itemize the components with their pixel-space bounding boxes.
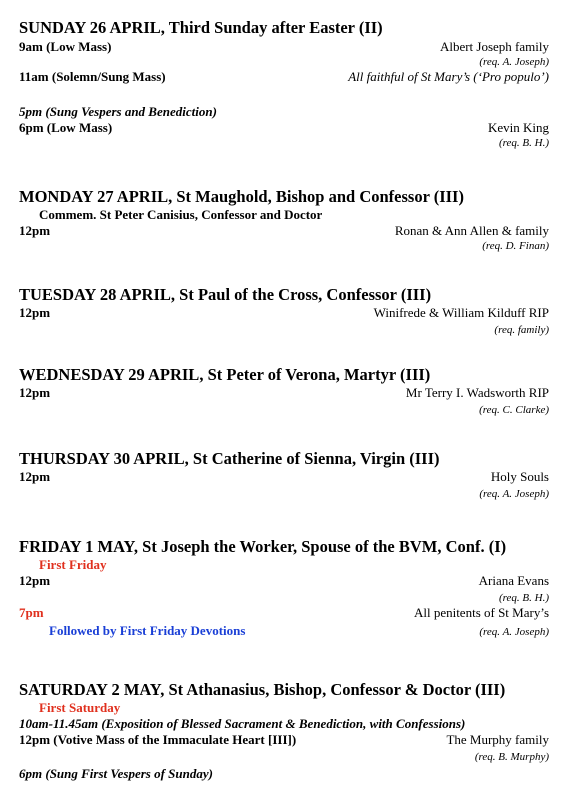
day-tuesday (19, 285, 549, 337)
requester-row (19, 591, 549, 605)
commemoration: Commem. St Peter Canisius, Confessor and Doctor (39, 207, 323, 222)
mass-time: 7pm (19, 605, 44, 620)
mass-row (19, 573, 549, 589)
day-heading: WEDNESDAY 29 APRIL, St Peter of Verona, Martyr (III) (19, 365, 431, 384)
mass-time: 9am (Low Mass) (19, 39, 112, 54)
day-wednesday (19, 365, 549, 417)
mass-time: 12pm (Votive Mass of the Immaculate Heart [III]) (19, 732, 297, 747)
mass-time: 11am (Solemn/Sung Mass) (19, 69, 166, 84)
mass-row (19, 385, 549, 401)
mass-intention: Ariana Evans (478, 573, 549, 588)
day-saturday (19, 680, 549, 782)
first-friday-label: First Friday (39, 557, 107, 572)
requester-row (19, 323, 549, 337)
mass-intention: Mr Terry I. Wadsworth RIP (405, 385, 549, 400)
mass-requester: (req. A. Joseph) (479, 488, 549, 500)
mass-intention: Ronan & Ann Allen & family (394, 223, 549, 238)
requester-row (19, 750, 549, 764)
day-monday (19, 187, 549, 253)
mass-row (19, 469, 549, 485)
mass-row (19, 39, 549, 55)
mass-row (19, 605, 549, 621)
mass-intention: Albert Joseph family (439, 39, 549, 54)
service-time: 5pm (Sung Vespers and Benediction) (19, 104, 217, 119)
devotions-note: Followed by First Friday Devotions (49, 623, 246, 638)
mass-intention: All faithful of St Mary’s (‘Pro populo’) (348, 69, 549, 84)
mass-row (19, 69, 549, 85)
mass-requester: (req. A. Joseph) (479, 626, 549, 638)
day-heading: TUESDAY 28 APRIL, St Paul of the Cross, Confessor (III) (19, 285, 432, 304)
requester-row (19, 239, 549, 253)
mass-row (19, 732, 549, 748)
day-heading: MONDAY 27 APRIL, St Maughold, Bishop and Confessor (III) (19, 187, 464, 206)
mass-time: 12pm (19, 469, 51, 484)
day-sunday (19, 18, 549, 150)
exposition-line: 10am-11.45am (Exposition of Blessed Sacrament & Benediction, with Confessions) (19, 716, 466, 731)
devotions-row (19, 621, 549, 639)
day-heading: SATURDAY 2 MAY, St Athanasius, Bishop, Confessor & Doctor (III) (19, 680, 506, 699)
mass-requester: (req. B. Murphy) (474, 751, 549, 763)
mass-time: 12pm (19, 385, 51, 400)
requester-row (19, 55, 549, 69)
requester-row (19, 403, 549, 417)
day-heading: FRIDAY 1 MAY, St Joseph the Worker, Spouse of the BVM, Conf. (I) (19, 537, 507, 556)
mass-requester: (req. C. Clarke) (479, 404, 549, 416)
first-saturday-label: First Saturday (39, 700, 121, 715)
requester-row (19, 487, 549, 501)
day-heading: SUNDAY 26 APRIL, Third Sunday after Easter (II) (19, 18, 383, 37)
day-friday (19, 537, 549, 639)
mass-time: 6pm (Low Mass) (19, 120, 113, 135)
service-row (19, 104, 549, 120)
mass-requester: (req. A. Joseph) (479, 56, 549, 68)
mass-row (19, 120, 549, 136)
mass-requester: (req. B. H.) (499, 137, 549, 149)
vespers-line: 6pm (Sung First Vespers of Sunday) (19, 766, 213, 781)
mass-intention: Holy Souls (490, 469, 549, 484)
mass-requester: (req. B. H.) (499, 592, 549, 604)
requester-row (19, 136, 549, 150)
mass-time: 12pm (19, 573, 51, 588)
mass-time: 12pm (19, 305, 51, 320)
day-heading: THURSDAY 30 APRIL, St Catherine of Sienna, Virgin (III) (19, 449, 440, 468)
mass-row (19, 305, 549, 321)
mass-intention: Winifrede & William Kilduff RIP (373, 305, 549, 320)
mass-intention: The Murphy family (446, 732, 549, 747)
mass-row (19, 223, 549, 239)
mass-intention: All penitents of St Mary’s (413, 605, 549, 620)
mass-requester: (req. family) (494, 324, 549, 336)
day-thursday (19, 449, 549, 501)
mass-intention: Kevin King (487, 120, 549, 135)
mass-requester: (req. D. Finan) (482, 240, 549, 252)
mass-time: 12pm (19, 223, 51, 238)
